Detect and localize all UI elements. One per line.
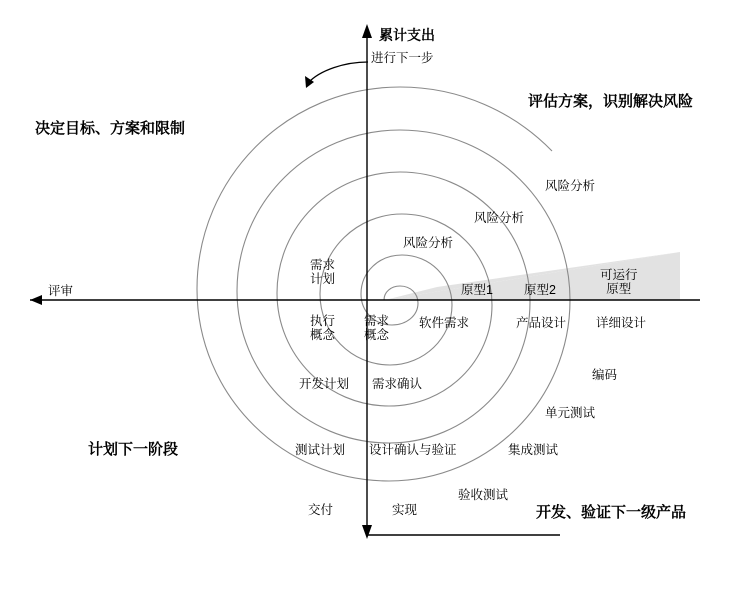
requirements-plan	[310, 258, 335, 287]
quadrant-label-objectives: 决定目标、方案和限制	[35, 120, 186, 137]
delivery: 交付	[308, 503, 334, 517]
software-requirements: 软件需求	[419, 316, 470, 330]
quadrant-label-develop: 开发、验证下一级产品	[536, 504, 687, 521]
requirements-concept	[364, 314, 389, 343]
y-axis-arrow-up	[362, 24, 372, 38]
risk-analysis-2: 风险分析	[474, 211, 525, 225]
unit-test: 单元测试	[545, 406, 596, 420]
execution-concept-line1: 执行	[310, 314, 336, 328]
development-plan: 开发计划	[299, 377, 350, 391]
next-step-arc	[308, 62, 368, 83]
requirements-concept-line1: 需求	[364, 314, 390, 328]
requirements-confirmation: 需求确认	[372, 377, 423, 391]
prototype-2: 原型2	[524, 283, 556, 297]
y-axis-arrow-down	[362, 525, 372, 539]
prototype-1: 原型1	[461, 283, 493, 297]
detail-design: 详细设计	[596, 316, 647, 330]
requirements-plan-line1: 需求	[310, 258, 336, 272]
prototype-operational	[600, 268, 638, 297]
acceptance-test: 验收测试	[458, 488, 509, 502]
coding: 编码	[592, 368, 618, 382]
execution-concept-line2: 概念	[310, 328, 336, 343]
design-verification: 设计确认与验证	[369, 443, 457, 457]
integration-test: 集成测试	[508, 443, 559, 457]
risk-analysis-3: 风险分析	[545, 179, 596, 193]
prototype-operational-line2: 原型	[606, 282, 632, 297]
risk-analysis-1: 风险分析	[403, 236, 454, 250]
product-design: 产品设计	[516, 316, 567, 330]
quadrant-label-plan: 计划下一阶段	[88, 441, 179, 458]
test-plan: 测试计划	[295, 443, 346, 457]
prototype-operational-line1: 可运行	[600, 268, 638, 282]
x-axis-arrow-left	[30, 295, 42, 305]
next-step-arc-arrow	[305, 76, 314, 88]
execution-concept	[310, 314, 335, 343]
requirements-plan-line2: 计划	[310, 272, 336, 287]
next-step-label: 进行下一步	[371, 51, 434, 65]
implementation: 实现	[392, 503, 418, 517]
requirements-concept-line2: 概念	[364, 328, 390, 343]
x-axis-left-label: 评审	[48, 284, 74, 298]
quadrant-label-risk: 评估方案，识别解决风险	[528, 93, 694, 110]
y-axis-label: 累计支出	[379, 27, 435, 43]
